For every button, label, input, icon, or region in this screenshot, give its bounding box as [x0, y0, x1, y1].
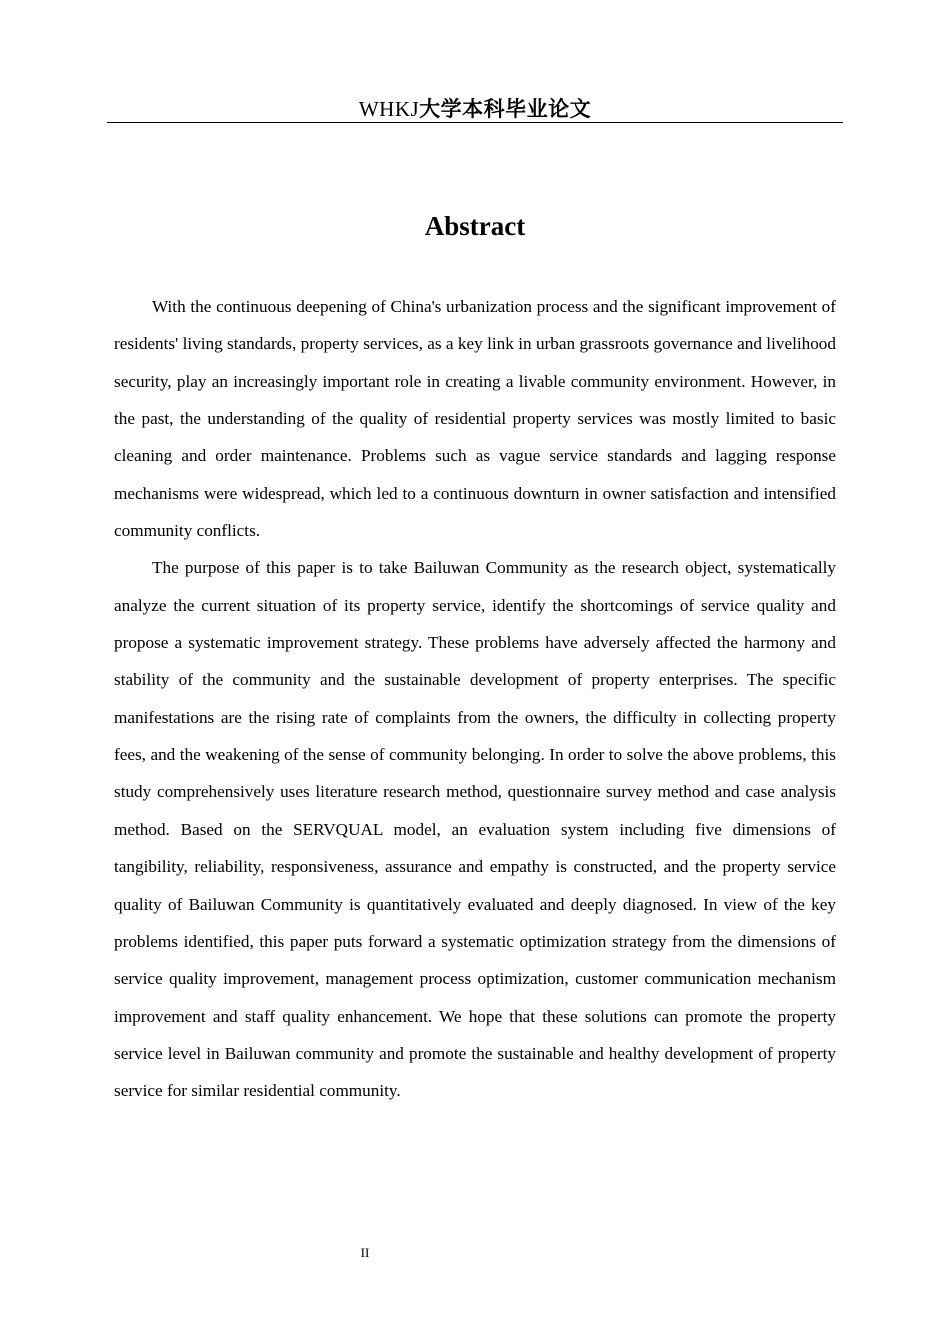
page-header — [107, 95, 843, 123]
page-number: II — [360, 1245, 370, 1260]
header-latin-text: WHKJ — [358, 97, 420, 121]
abstract-body — [114, 288, 836, 1110]
header-cjk-text: 大学本科毕业论文 — [419, 97, 592, 121]
abstract-paragraph-1: With the continuous deepening of China's urbanization process and the significant improvement of residents' living standards, property services, as a key link in urban grassroots governance and livelihood security, play an increasingly important role in creating a livable community environment. However, in the past, the understanding of the quality of residential property services was mostly limited to basic cleaning and order maintenance. Problems such as vague service standards and lagging response mechanisms were widespread, which led to a continuous downturn in owner satisfaction and intensified community conflicts. — [114, 297, 836, 541]
header-rule — [107, 122, 843, 123]
abstract-title: Abstract — [424, 211, 526, 241]
abstract-paragraph-2: The purpose of this paper is to take Bailuwan Community as the research object, systematically analyze the current situation of its property service, identify the shortcomings of service quality and propose a systematic improvement strategy. These problems have adversely affected the harmony and stability of the community and the sustainable development of property enterprises. The specific manifestations are the rising rate of complaints from the owners, the difficulty in collecting property fees, and the weakening of the sense of community belonging. In order to solve the above problems, this study comprehensively uses literature research method, questionnaire survey method and case analysis method. Based on the SERVQUAL model, an evaluation system including five dimensions of tangibility, reliability, responsiveness, assurance and empathy is constructed, and the property service quality of Bailuwan Community is quantitatively evaluated and deeply diagnosed. In view of the key problems identified, this paper puts forward a systematic optimization strategy from the dimensions of service quality improvement, management process optimization, customer communication mechanism improvement and staff quality enhancement. We hope that these solutions can promote the property service level in Bailuwan community and promote the sustainable and healthy development of property service for similar residential community. — [114, 558, 836, 1101]
